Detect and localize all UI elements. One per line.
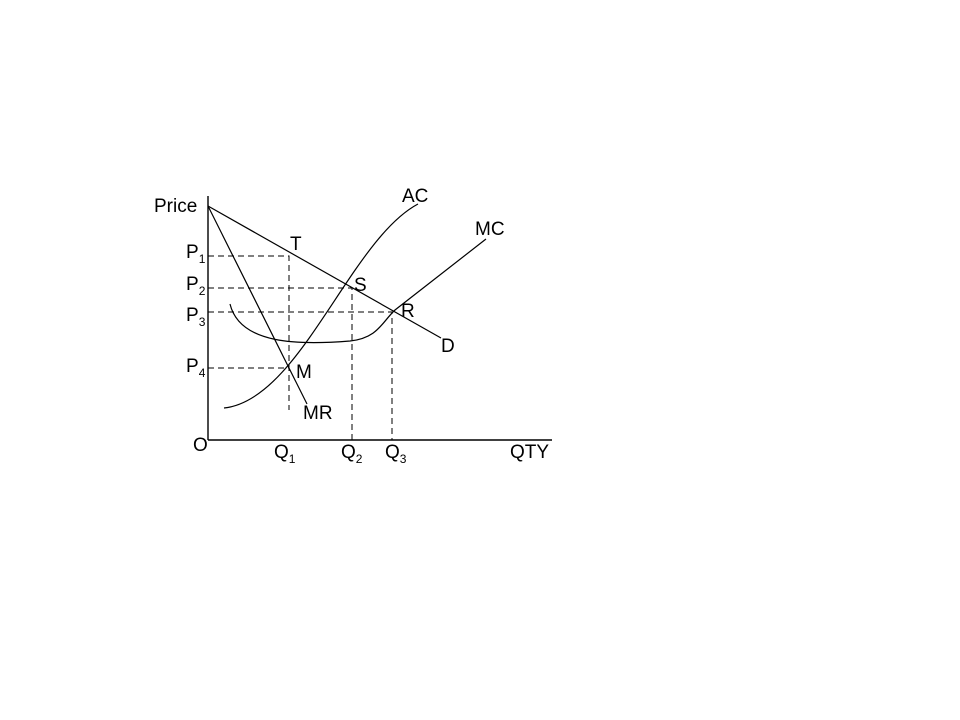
- quantity-level-q2-label: $Q_2$: [341, 442, 363, 466]
- point-t-label: T: [290, 234, 302, 255]
- price-level-p3-label: $P_3$: [186, 305, 206, 329]
- price-level-p1-label: $P_1$: [186, 242, 206, 266]
- average-cost-curve-label: AC: [402, 186, 429, 207]
- quantity-level-q3-label: $Q_3$: [385, 442, 407, 466]
- price-level-p4-label: $P_4$: [186, 356, 206, 380]
- price-axis-label: Price: [154, 196, 198, 217]
- demand-curve-label: D: [441, 336, 455, 357]
- point-r-label: R: [401, 301, 415, 322]
- marginal-revenue-curve-label: MR: [303, 403, 333, 424]
- quantity-axis-label: QTY: [510, 442, 550, 463]
- point-m-label: M: [296, 362, 312, 383]
- average-cost-curve: [224, 204, 418, 408]
- point-s-label: S: [354, 275, 367, 296]
- quantity-level-q1-label: $Q_1$: [274, 442, 296, 466]
- p1-q1-guide-line: [208, 256, 289, 410]
- price-level-p2-label: $P_2$: [186, 274, 206, 298]
- origin-label: O: [193, 435, 208, 456]
- marginal-cost-curve-label: MC: [475, 219, 505, 240]
